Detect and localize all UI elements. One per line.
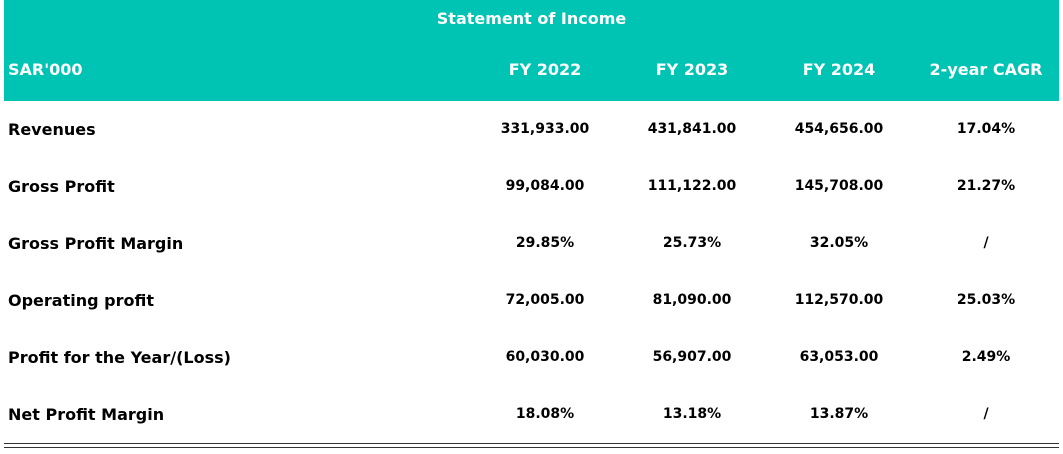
row-label: Gross Profit bbox=[8, 177, 115, 196]
value-cagr: / bbox=[983, 235, 989, 251]
value-fy2022: 29.85% bbox=[515, 235, 575, 251]
table-body bbox=[0, 101, 1063, 443]
value-fy2023: 111,122.00 bbox=[647, 178, 737, 194]
value-fy2023: 56,907.00 bbox=[652, 349, 732, 365]
value-cagr: 17.04% bbox=[956, 121, 1016, 137]
value-cagr: 25.03% bbox=[956, 292, 1016, 308]
value-fy2024: 32.05% bbox=[809, 235, 869, 251]
unit-label: SAR'000 bbox=[8, 60, 83, 79]
row-label: Operating profit bbox=[8, 291, 154, 310]
value-fy2022: 99,084.00 bbox=[505, 178, 585, 194]
table-title: Statement of Income bbox=[436, 9, 627, 28]
column-header-fy2024: FY 2024 bbox=[802, 60, 876, 79]
value-cagr: 21.27% bbox=[956, 178, 1016, 194]
row-label: Profit for the Year/(Loss) bbox=[8, 348, 231, 367]
bottom-double-rule-bottom bbox=[4, 447, 1059, 448]
column-header-fy2023: FY 2023 bbox=[655, 60, 729, 79]
value-fy2022: 72,005.00 bbox=[505, 292, 585, 308]
row-label: Gross Profit Margin bbox=[8, 234, 184, 253]
value-fy2024: 112,570.00 bbox=[794, 292, 884, 308]
row-label: Revenues bbox=[8, 120, 96, 139]
value-fy2022: 60,030.00 bbox=[505, 349, 585, 365]
value-cagr: 2.49% bbox=[961, 349, 1011, 365]
value-fy2022: 331,933.00 bbox=[500, 121, 590, 137]
column-header-cagr: 2-year CAGR bbox=[929, 60, 1043, 79]
table-row bbox=[0, 329, 1063, 386]
value-fy2023: 81,090.00 bbox=[652, 292, 732, 308]
value-fy2023: 431,841.00 bbox=[647, 121, 737, 137]
row-label: Net Profit Margin bbox=[8, 405, 165, 424]
value-fy2023: 25.73% bbox=[662, 235, 722, 251]
table-row bbox=[0, 386, 1063, 443]
value-fy2022: 18.08% bbox=[515, 406, 575, 422]
value-fy2023: 13.18% bbox=[662, 406, 722, 422]
value-cagr: / bbox=[983, 406, 989, 422]
column-header-fy2022: FY 2022 bbox=[508, 60, 582, 79]
table-row bbox=[0, 272, 1063, 329]
table-row bbox=[0, 158, 1063, 215]
value-fy2024: 63,053.00 bbox=[799, 349, 879, 365]
value-fy2024: 145,708.00 bbox=[794, 178, 884, 194]
value-fy2024: 13.87% bbox=[809, 406, 869, 422]
table-header bbox=[4, 0, 1059, 101]
table-row bbox=[0, 215, 1063, 272]
table-row bbox=[0, 101, 1063, 158]
bottom-double-rule-top bbox=[4, 443, 1059, 444]
value-fy2024: 454,656.00 bbox=[794, 121, 884, 137]
